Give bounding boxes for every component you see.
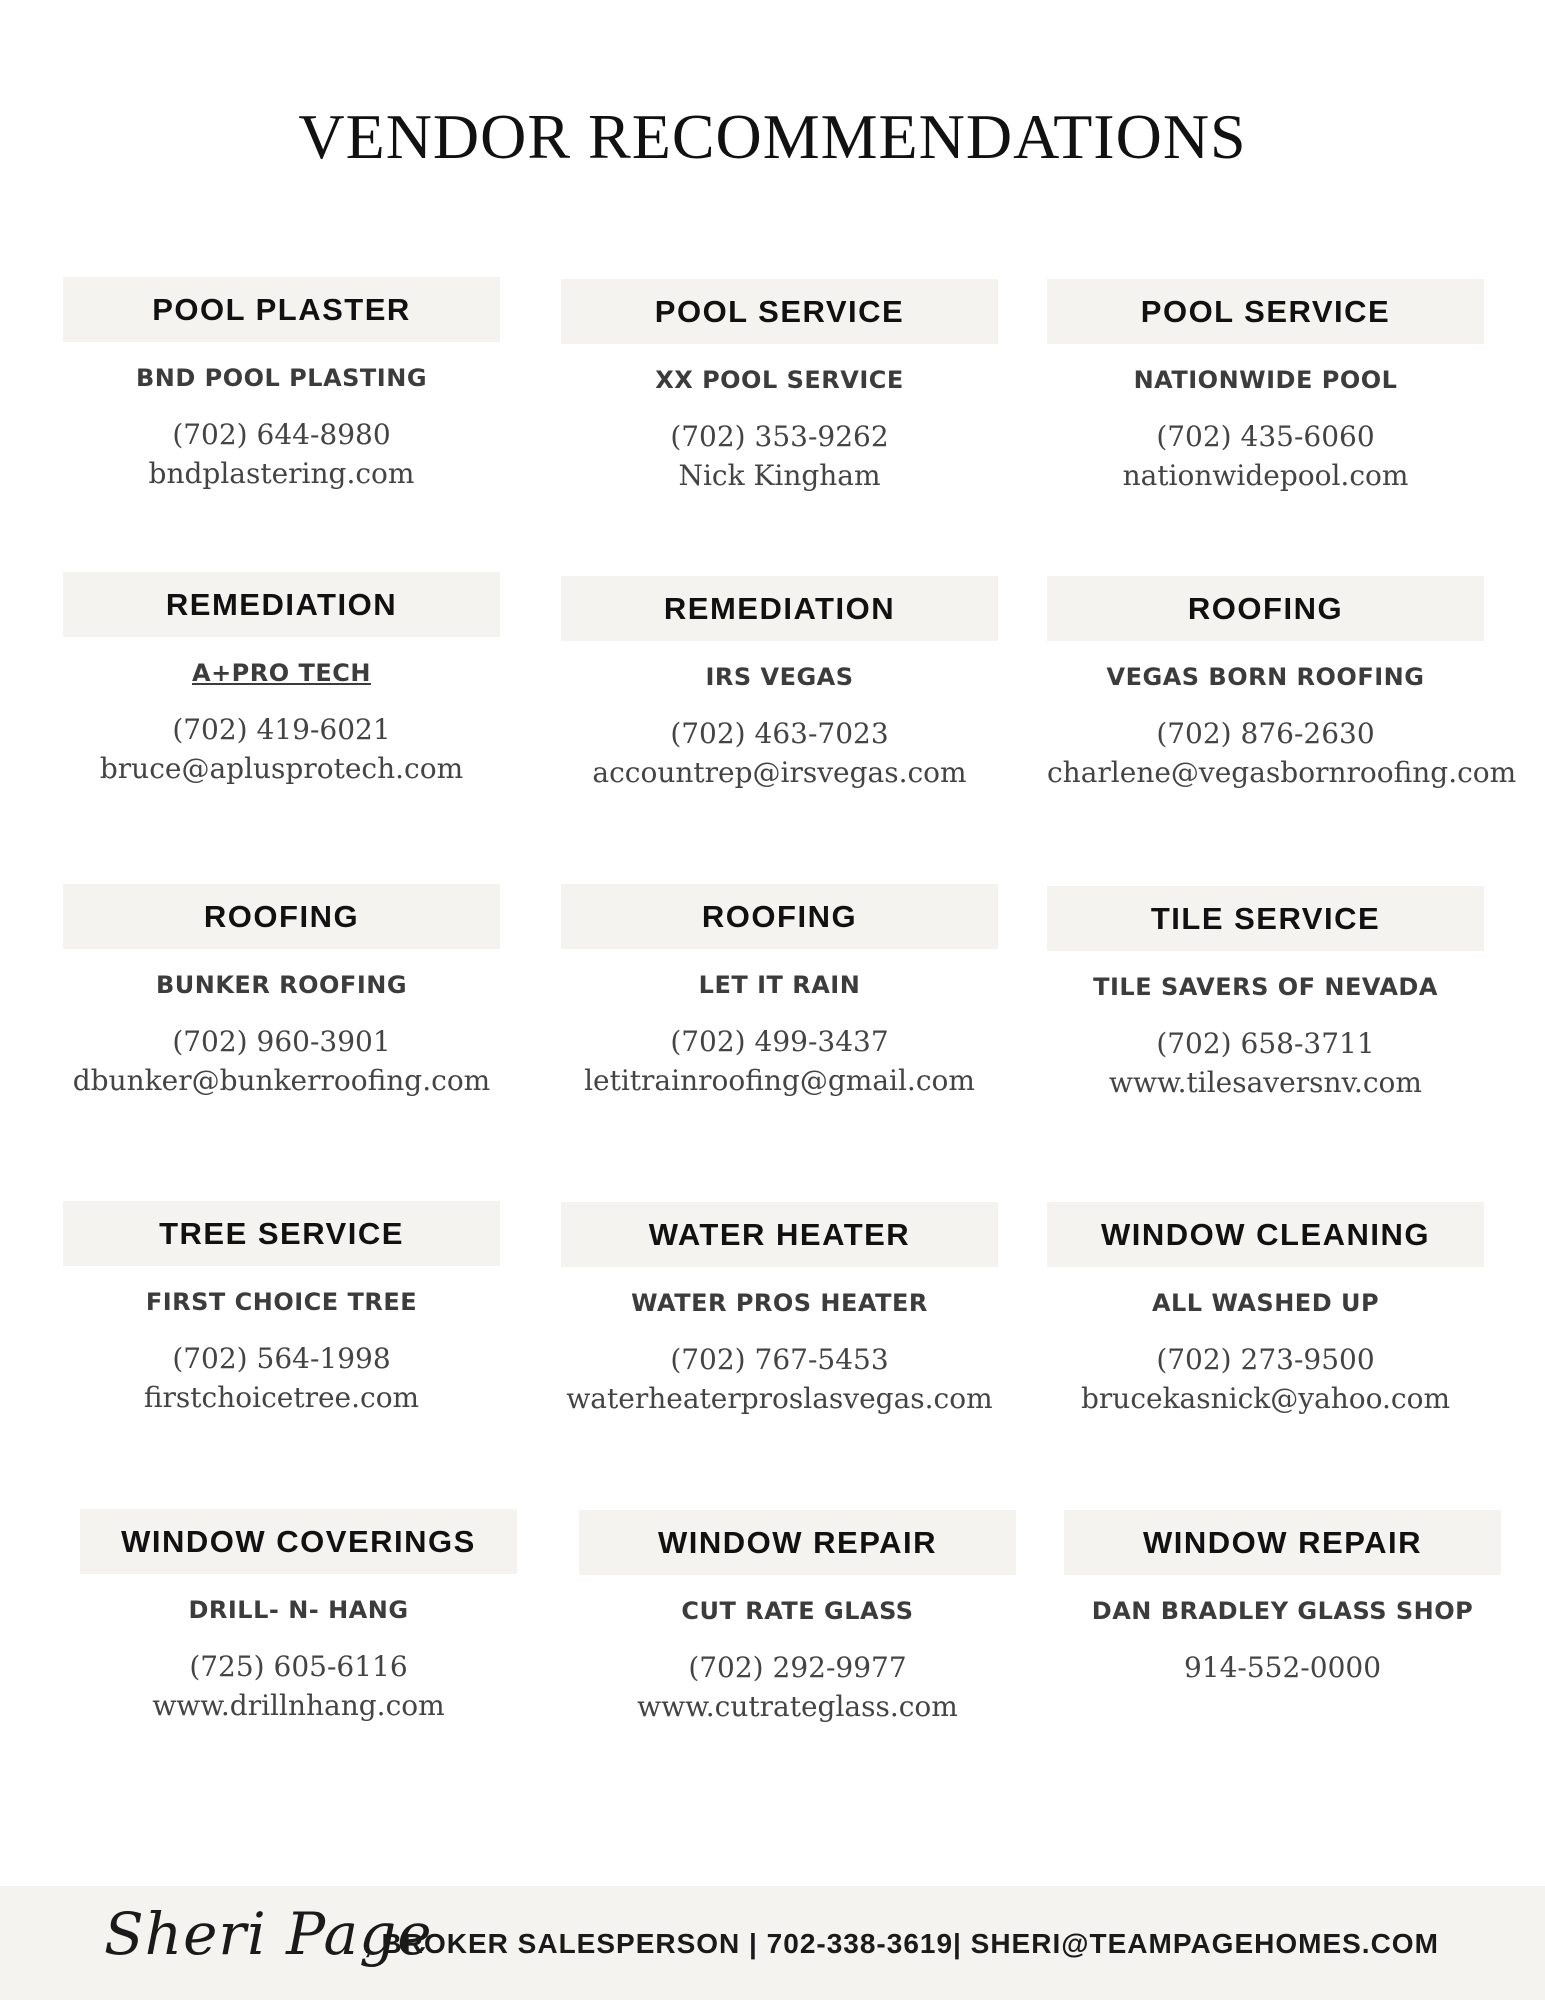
vendor-name: CUT RATE GLASS <box>681 1597 914 1625</box>
category-header: POOL SERVICE <box>1047 279 1484 344</box>
vendor-phone: (702) 353-9262 <box>670 420 889 453</box>
vendor-email: dbunker@bunkerroofing.com <box>72 1064 491 1097</box>
vendor-phone: (702) 435-6060 <box>1156 420 1375 453</box>
vendor-card <box>561 884 998 1097</box>
vendor-card <box>63 277 500 490</box>
vendor-email: letitrainroofing@gmail.com <box>584 1064 975 1097</box>
category-header: WINDOW COVERINGS <box>80 1509 517 1574</box>
vendor-card <box>561 576 998 789</box>
category-header: REMEDIATION <box>561 576 998 641</box>
vendor-phone: (702) 767-5453 <box>670 1343 889 1376</box>
vendor-card <box>1047 576 1517 789</box>
vendor-phone: 914-552-0000 <box>1183 1651 1382 1684</box>
vendor-card <box>1064 1510 1501 1690</box>
vendor-name-link[interactable]: A+PRO TECH <box>192 659 371 687</box>
vendor-card <box>63 1201 500 1414</box>
category-header: POOL SERVICE <box>561 279 998 344</box>
vendor-name: BND POOL PLASTING <box>135 364 428 392</box>
vendor-website: waterheaterproslasvegas.com <box>566 1382 993 1415</box>
category-header: WINDOW REPAIR <box>579 1510 1016 1575</box>
category-header: TREE SERVICE <box>63 1201 500 1266</box>
vendor-name: DRILL- N- HANG <box>188 1596 409 1624</box>
footer-contact-info: , BROKER SALESPERSON | 702-338-3619| SHERI@TEAMPAGEHOMES.COM <box>364 1928 1439 1959</box>
category-header: REMEDIATION <box>63 572 500 637</box>
vendor-phone: (702) 463-7023 <box>670 717 889 750</box>
vendor-name: NATIONWIDE POOL <box>1133 366 1398 394</box>
vendor-contact-person: Nick Kingham <box>678 459 881 492</box>
vendor-phone: (702) 292-9977 <box>688 1651 907 1684</box>
category-header: WINDOW CLEANING <box>1047 1202 1484 1267</box>
vendor-name: WATER PROS HEATER <box>631 1289 928 1317</box>
vendor-card <box>1047 279 1484 492</box>
vendor-card <box>561 279 998 492</box>
vendor-email: accountrep@irsvegas.com <box>592 756 967 789</box>
vendor-website: www.cutrateglass.com <box>637 1690 958 1723</box>
vendor-card <box>63 884 500 1097</box>
vendor-phone: (725) 605-6116 <box>189 1650 408 1683</box>
footer-bar <box>0 1886 1545 2000</box>
vendor-email: bruce@aplusprotech.com <box>99 752 464 785</box>
category-header: WINDOW REPAIR <box>1064 1510 1501 1575</box>
vendor-card <box>561 1202 998 1415</box>
vendor-phone: (702) 419-6021 <box>172 713 391 746</box>
vendor-card <box>1047 886 1484 1099</box>
vendor-card <box>80 1509 517 1722</box>
category-header: ROOFING <box>1047 576 1484 641</box>
vendor-phone: (702) 658-3711 <box>1156 1027 1375 1060</box>
vendor-name: DAN BRADLEY GLASS SHOP <box>1091 1597 1474 1625</box>
vendor-phone: (702) 876-2630 <box>1156 717 1375 750</box>
signature: Sheri Page <box>104 1900 433 1968</box>
category-header: ROOFING <box>63 884 500 949</box>
vendor-phone: (702) 273-9500 <box>1156 1343 1375 1376</box>
category-header: WATER HEATER <box>561 1202 998 1267</box>
vendor-name: VEGAS BORN ROOFING <box>1106 663 1425 691</box>
vendor-name: TILE SAVERS OF NEVADA <box>1093 973 1438 1001</box>
category-header: ROOFING <box>561 884 998 949</box>
vendor-name: ALL WASHED UP <box>1151 1289 1380 1317</box>
page-title: VENDOR RECOMMENDATIONS <box>298 101 1247 172</box>
vendor-website: firstchoicetree.com <box>143 1381 420 1414</box>
vendor-website: bndplastering.com <box>148 457 415 490</box>
vendor-phone: (702) 499-3437 <box>670 1025 889 1058</box>
vendor-card <box>1047 1202 1484 1415</box>
category-header: POOL PLASTER <box>63 277 500 342</box>
vendor-email: charlene@vegasbornroofing.com <box>1047 756 1517 789</box>
vendor-phone: (702) 960-3901 <box>172 1025 391 1058</box>
category-header: TILE SERVICE <box>1047 886 1484 951</box>
vendor-name: BUNKER ROOFING <box>155 971 408 999</box>
vendor-phone: (702) 644-8980 <box>172 418 391 451</box>
vendor-website: nationwidepool.com <box>1122 459 1409 492</box>
vendor-card <box>579 1510 1016 1723</box>
vendor-card <box>63 572 500 785</box>
vendor-email: brucekasnick@yahoo.com <box>1080 1382 1451 1415</box>
vendor-name: IRS VEGAS <box>705 663 854 691</box>
vendor-name: FIRST CHOICE TREE <box>145 1288 418 1316</box>
vendor-name: LET IT RAIN <box>698 971 861 999</box>
vendor-website: www.drillnhang.com <box>152 1689 445 1722</box>
vendor-name: XX POOL SERVICE <box>655 366 904 394</box>
vendor-phone: (702) 564-1998 <box>172 1342 391 1375</box>
vendor-website: www.tilesaversnv.com <box>1109 1066 1422 1099</box>
